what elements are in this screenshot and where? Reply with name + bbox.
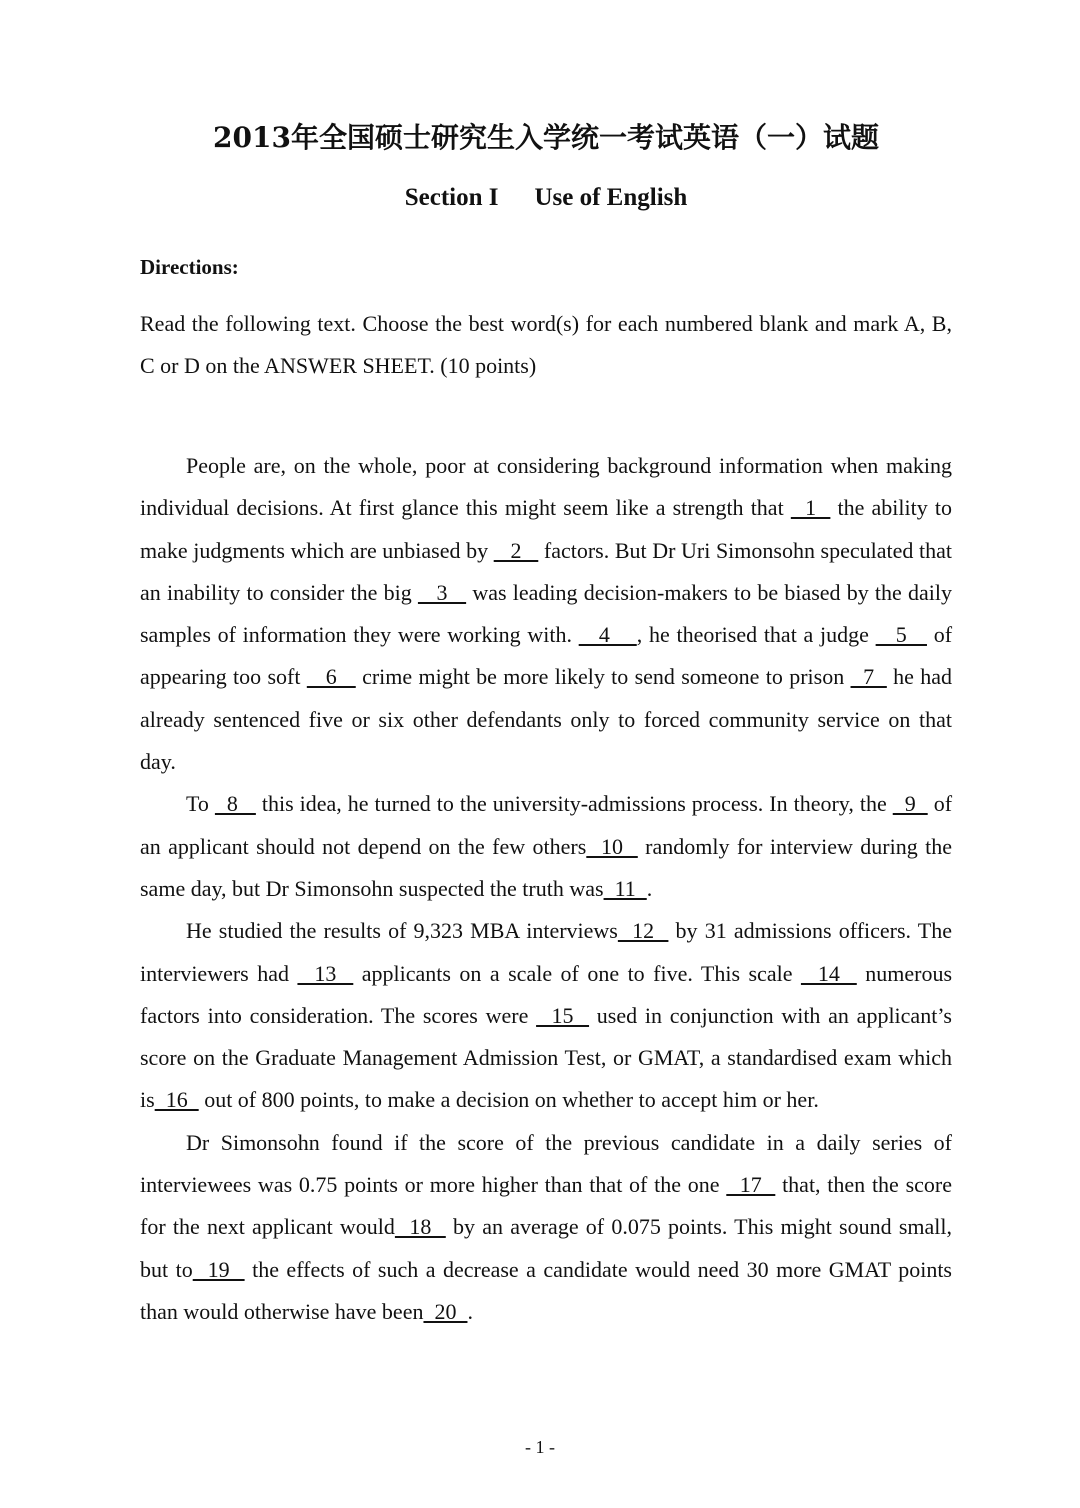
directions-label: Directions: bbox=[140, 255, 239, 279]
passage-text: used in conjunction with an applicant’s score on the Graduate Management Admission Test, or GMAT, a standardised exam which is bbox=[140, 1002, 952, 1113]
numbered-blank: 13 bbox=[297, 960, 354, 986]
passage bbox=[140, 445, 952, 1333]
numbered-blank: 18 bbox=[394, 1214, 446, 1240]
numbered-blank: 17 bbox=[726, 1172, 776, 1198]
numbered-blank: 12 bbox=[617, 918, 669, 944]
section-name: Use of English bbox=[534, 184, 688, 211]
numbered-blank: 6 bbox=[306, 664, 356, 690]
passage-text: , he theorised that a judge bbox=[636, 622, 876, 648]
passage-text: by 31 admissions officers. The interviewers had bbox=[140, 918, 952, 986]
passage-paragraph bbox=[140, 445, 952, 783]
section-heading bbox=[140, 180, 952, 216]
passage-text: randomly for interview during the same day, but Dr Simonsohn suspected the truth was bbox=[140, 833, 952, 901]
numbered-blank: 14 bbox=[800, 960, 857, 986]
passage-text: this idea, he turned to the university-admissions process. In theory, the bbox=[255, 791, 893, 817]
passage-text: by an average of 0.075 points. This might sound small, but to bbox=[140, 1214, 952, 1282]
passage-paragraph bbox=[140, 1122, 952, 1333]
passage-text: of an applicant should not depend on the few others bbox=[140, 791, 953, 859]
directions-text: Read the following text. Choose the best word(s) for each numbered blank and mark A, B, C or D on the ANSWER SHEET. (10 points) bbox=[140, 311, 952, 378]
passage-text: of appearing too soft bbox=[140, 622, 953, 690]
numbered-blank: 9 bbox=[892, 791, 928, 817]
numbered-blank: 10 bbox=[586, 833, 638, 859]
numbered-blank: 11 bbox=[603, 875, 647, 901]
numbered-blank: 7 bbox=[850, 664, 887, 690]
passage-text: numerous factors into consideration. The scores were bbox=[140, 960, 953, 1028]
passage-text: factors. But Dr Uri Simonsohn speculated that an inability to consider the big bbox=[140, 537, 952, 605]
passage-text: crime might be more likely to send someone to prison bbox=[355, 664, 851, 690]
passage-text: was leading decision-makers to be biased by the daily samples of information they were working with. bbox=[140, 579, 952, 648]
passage-text: People are, on the whole, poor at considering background information when making individual decisions. At first glance this might seem like a strength that bbox=[140, 453, 952, 521]
numbered-blank: 3 bbox=[417, 579, 467, 605]
numbered-blank: 16 bbox=[154, 1087, 199, 1113]
numbered-blank: 19 bbox=[192, 1256, 245, 1282]
numbered-blank: 2 bbox=[493, 537, 539, 563]
passage-paragraph bbox=[140, 910, 952, 1121]
numbered-blank: 20 bbox=[423, 1298, 468, 1324]
passage-text: the ability to make judgments which are unbiased by bbox=[140, 495, 953, 563]
numbered-blank: 8 bbox=[214, 791, 256, 817]
passage-text: . bbox=[646, 875, 653, 901]
numbered-blank: 4 bbox=[578, 622, 637, 648]
page-number: - 1 - bbox=[525, 1437, 555, 1457]
numbered-blank: 15 bbox=[536, 1002, 590, 1028]
passage-text: . bbox=[467, 1298, 473, 1324]
passage-text: Dr Simonsohn found if the score of the previous candidate in a daily series of interviewees was 0.75 points or more higher than that of the one bbox=[140, 1129, 952, 1198]
passage-text: He studied the results of 9,323 MBA interviews bbox=[186, 918, 618, 944]
numbered-blank: 5 bbox=[875, 622, 927, 648]
exam-title: 2013年全国硕士研究生入学统一考试英语（一）试题 bbox=[213, 121, 879, 154]
passage-paragraph bbox=[140, 783, 952, 910]
passage-text: applicants on a scale of one to five. This scale bbox=[353, 960, 801, 986]
passage-text: that, then the score for the next applicant would bbox=[140, 1172, 952, 1240]
section-number: Section I bbox=[404, 184, 499, 211]
passage-text: To bbox=[186, 791, 215, 817]
passage-text: the effects of such a decrease a candidate would need 30 more GMAT points than would otherwise have been bbox=[140, 1256, 952, 1324]
numbered-blank: 1 bbox=[790, 495, 831, 521]
passage-text: he had already sentenced five or six other defendants only to forced community service on that day. bbox=[140, 664, 953, 775]
passage-text: out of 800 points, to make a decision on whether to accept him or her. bbox=[198, 1087, 819, 1113]
